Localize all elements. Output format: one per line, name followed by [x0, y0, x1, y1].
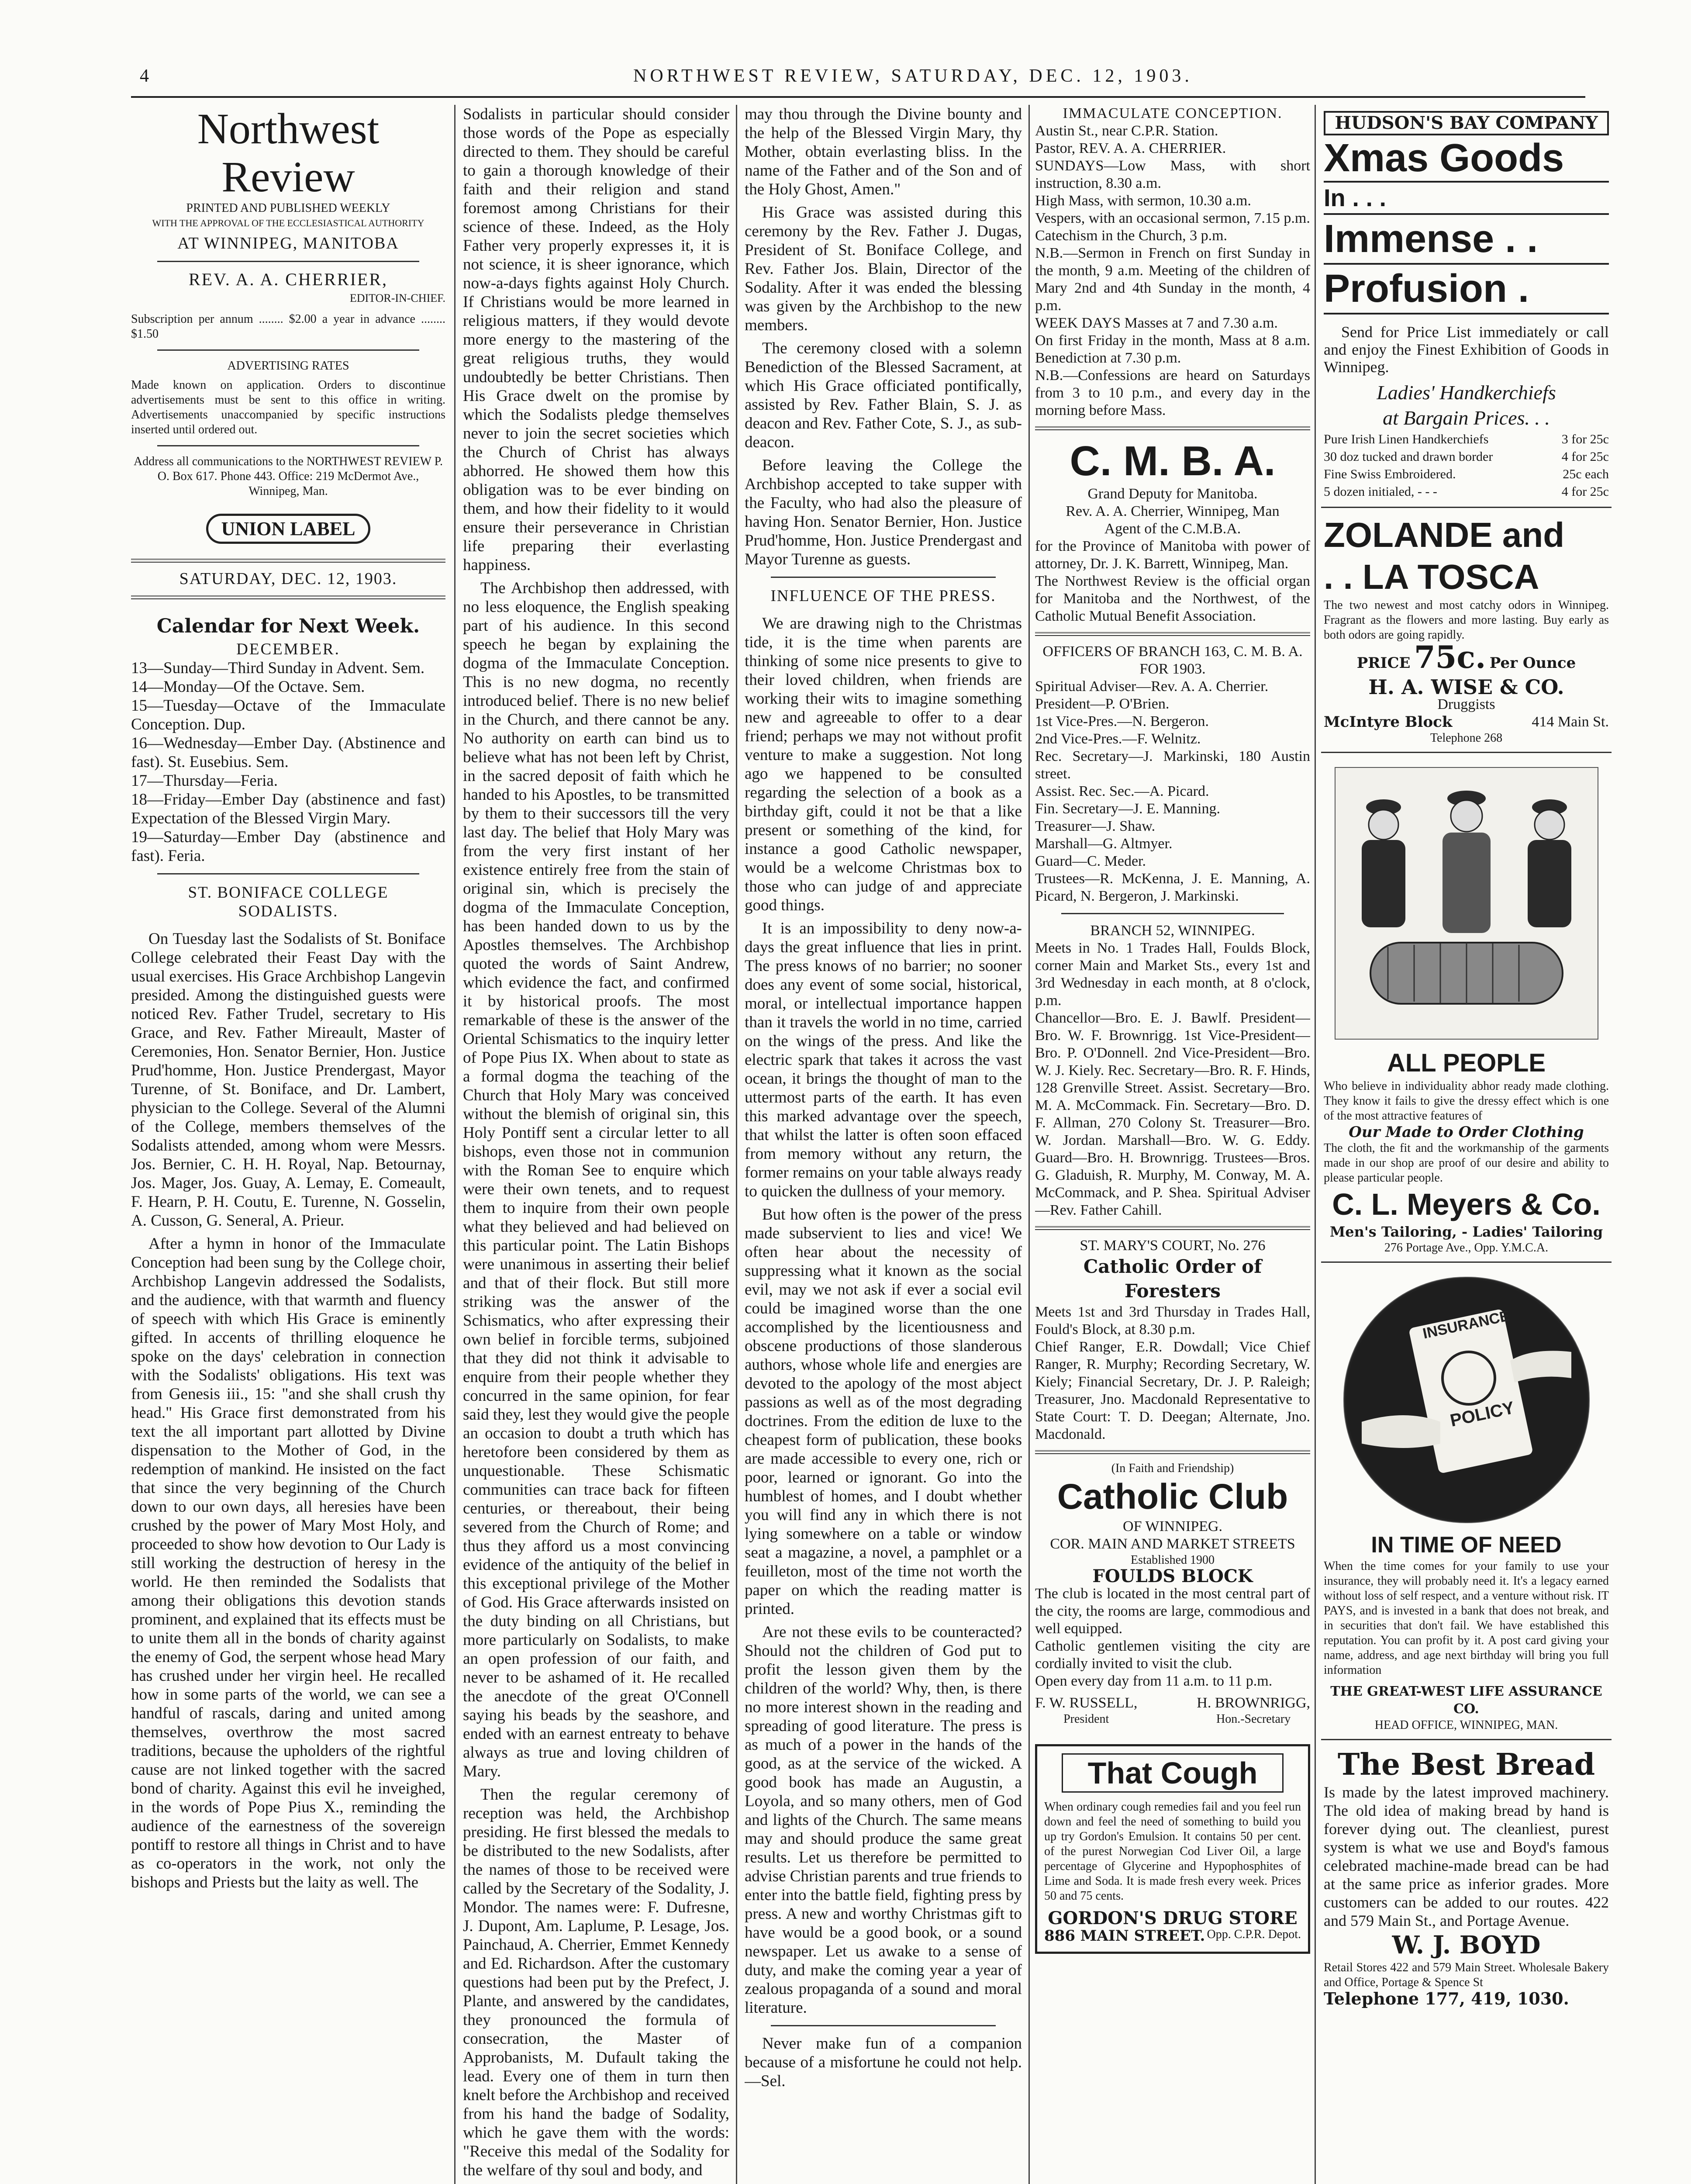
immense-text: Immense . . [1324, 213, 1609, 263]
profusion-text: Profusion . [1324, 263, 1609, 314]
cough-address: 886 MAIN STREET. [1044, 1927, 1205, 1945]
officer-line: 1st Vice-Pres.—N. Bergeron. [1035, 713, 1209, 729]
article-paragraph: The Archbishop then addressed, with no less eloquence, the English speaking part of his audience. In this second speech he began by explaining the dogma of the Immaculate Conception. This is no new dogma, no recently introduced belief. There is no new belief in the Church, and there cannot be any. No authority on earth can bind us to believe what has not been left by Christ, in the sacred deposit of faith which he handed to his Apostles, to be transmitted by them to their successors till the very last day. The belief that Holy Mary was from the very first instant of her existence entirely free from the stain of original sin, which is precisely the dogma of the Immaculate Conception, has been handed down to us by the Apostles themselves. The Archbishop quoted the words of Saint Andrew, which evidence the fact, and confirmed it by historical proofs. The most remarkable of these is the answer of the Oriental Schismatics to the inquiry letter of Pope Pius IX. When about to state as a formal dogma the teaching of the Church that Holy Mary was conceived without the blemish of original sin, this Holy Pontiff sent a circular letter to all bishops, even those not in communion with the Roman See to enquire which were their own tenets, and to request them to inquire from their own people what they believed and had believed on this particular point. The Latin Bishops were unanimous in asserting their belief and that of their flock. But still more striking was the answer of the Schismatics, who after expressing their own belief in forcible terms, subjoined that they did not think it advisable to enquire from their people whether they concurred in the same opinion, for fear said they, lest they would give the people an occasion to doubt a truth which has heretofore been considered by them as unquestionable. These Schismatic communities can trace back for fifteen centuries, or thereabout, their being severed from the Church of Rome; and thus they afford us a most convincing evidence of the antiquity of the belief in this exceptional privilege of the Mother of God. His Grace afterwards insisted on the duty binding on all Christians, but more particularly on Sodalists, to make an open profession of our faith, and never to be ashamed of it. He recalled the anecdote of the great O'Connell saying his beads by the seashore, and ended with an earnest entreaty to behave always as true and loving children of Mary. [463, 579, 729, 1780]
ic-line: Austin St., near C.P.R. Station. [1035, 123, 1218, 139]
men-figures-icon [1336, 768, 1598, 1039]
page-header [131, 66, 1585, 98]
send-text: Send for Price List immediately or call and enjoy the Finest Exhibition of Goods in Winnipeg. [1324, 323, 1609, 376]
article-paragraph: After a hymn in honor of the Immaculate Conception had been sung by the College choir, Archbishop Langevin addressed the Sodalists, and the audience, with that warmth and fluency of speech with which His Grace is eminently gifted. In accents of thrilling eloquence he spoke on the days' celebration in connection with the Sodalists' obligations. His text was from Genesis iii., 15: "and she shall crush thy head." His Grace first demonstrated from his text the all important part allotted by Divine dispensation to the Mother of God, in the redemption of mankind. He insisted on the fact that since the very beginning of the Church down to our own days, all heresies have been crushed by the power of Mary Most Holy, and proceeded to show how devotion to Our Lady is still working the destruction of heresy in the world. He then reminded the Sodalists that among their obligations this devotion stands prominent, and explained that its effects must be to unite them all in the bonds of charity against the enemy of God, the serpent whose head Mary has crushed under her virgin heel. He recalled how in some parts of the world, we can see a handful of rascals, daring and united among themselves, overthrow the most sacred traditions, because the upholders of the rightful cause are not linked together with the sacred bond of charity. Against this evil he inveighed, in the words of Pope Pius X., reminding the audience of the earnestness of the sovereign pontiff to restore all things in Christ and to have as co-operators in the work, not only the bishops and Priests but the laity as well. The [131, 1235, 445, 1891]
boyd-phone: Telephone 177, 419, 1030. [1324, 1989, 1569, 2008]
press-paragraph: We are drawing nigh to the Christmas tide, it is the time when parents are thinking of some nice presents to give to their loved children, when friends are working their wits to imagine something new and agreeable to offer to a dear friend; perhaps we may not without profit venture to make a suggestion. Not long ago we happened to be consulted regarding the selection of a book as a birthday gift, could it not be that a like present or something of the kind, for instance a good Catholic newspaper, would be a welcome Christmas box to those who can judge of and appreciate good things. [745, 615, 1022, 914]
ic-line: N.B.—Confessions are heard on Saturdays from 3 to 10 p.m., and every day in the morning before Mass. [1035, 367, 1310, 418]
cough-heading: That Cough [1062, 1753, 1284, 1793]
price-value: 75c. [1414, 639, 1486, 675]
hbc-ad [1321, 105, 1612, 508]
ladies-line: Ladies' Handkerchiefs [1377, 381, 1556, 404]
calendar-item: 16—Wednesday—Ember Day. (Abstinence and fast). St. Eusebius. Sem. [131, 734, 445, 771]
cmba-heading: C. M. B. A. [1070, 438, 1276, 484]
ic-line: Vespers, with an occasional sermon, 7.15 p.m. [1035, 210, 1310, 226]
made-order-text: The cloth, the fit and the workmanship of the garments made in our shop are proof of our desire and ability to please particular people. [1324, 1141, 1609, 1185]
article-paragraph: Sodalists in particular should consider those words of the Pope as especially directed to them. They should be careful to gain a thorough knowledge of their faith and their religion and stand foremost among Christians for their science of these. Indeed, as the Holy Father very properly expresses it, it is not science, it is sheer ignorance, which now-a-days fights against Holy Church. If Christians would be more learned in religious matters, if they would devote more energy to the mastering of the great religious truths, they would undoubtedly be better Christians. Then His Grace dwelt on the promise by which the Sodalists pledge themselves never to join the secret societies which the Church of Christ has always abhorred. He showed them how this obligation was to be ever binding on them, and how their fidelity to it would ensure their perseverance in Christian life preparing their everlasting happiness. [463, 105, 729, 574]
cmba-line: Agent of the C.M.B.A. [1104, 521, 1241, 537]
approval-line: WITH THE APPROVAL OF THE ECCLESIASTICAL AUTHORITY [152, 218, 424, 228]
officer-line: President—P. O'Brien. [1035, 696, 1170, 712]
closing-note: Never make fun of a companion because of a misfortune he could not help.—Sel. [745, 2035, 1022, 2090]
ic-line: On first Friday in the month, Mass at 8 a.m. Benediction at 7.30 p.m. [1035, 332, 1310, 366]
club-text: Catholic gentlemen visiting the city are cordially invited to visit the club. [1035, 1638, 1310, 1672]
club-text: Open every day from 11 a.m. to 11 p.m. [1035, 1673, 1273, 1689]
advertising-text: Made known on application. Orders to discontinue advertisements must be sent to this office in writing. Advertisements unaccompanied by specific instructions inserted until ordered out. [131, 378, 445, 436]
insurance-ad [1321, 1263, 1612, 1740]
club-motto: (In Faith and Friendship) [1111, 1462, 1234, 1475]
press-paragraph: But how often is the power of the press made subservient to lies and vice! We often hear about the necessity of suppressing what it known as the social evil, may we not ask if ever a social evil could be imagined worse than the one accomplished by the licentiousness and obscene productions of those slanderous authors, whose whole life and energies are devoted to the apology of the most abject passions as well as of the most degrading doctrines. From the edition de luxe to the cheapest form of publication, these books are made accessible to every one, rich or poor, learned or ignorant. Go into the humblest of homes, and I doubt whether you will find any in which there is not lying somewhere on a table or window seat a magazine, a novel, a pamphlet or a feuilleton, most of the time not worth the paper on which the reading matter is printed. [745, 1206, 1022, 1618]
officer-line: Assist. Rec. Sec.—A. Picard. [1035, 783, 1209, 799]
need-heading: IN TIME OF NEED [1371, 1532, 1562, 1558]
wise-block: McIntyre Block [1324, 713, 1453, 731]
cmba-line: Rev. A. A. Cherrier, Winnipeg, Man [1066, 503, 1280, 519]
club-sig-title: Hon.-Secretary [1216, 1712, 1291, 1726]
officer-line: Marshall—G. Altmyer. [1035, 836, 1173, 852]
club-corner: COR. MAIN AND MARKET STREETS [1050, 1536, 1295, 1552]
press-paragraph: Are not these evils to be counteracted? Should not the children of God put to profit the lesson given them by the children of the world? Why, then, is there no more interest shown in the reading and spreading of good literature. The press is as much of a power in the hands of the good, as at the service of the wicked. A good book has made an Augustin, a Loyola, and so many others, men of God and lights of the Church. The same means may and should produce the same great results. Let us therefore be permitted to advise Christian parents and true friends to enter into the battle field, fighting press by press. A new and worthy Christmas gift to have would be a good book, or a sound newspaper. Let us awake to a sense of duty, and make the coming year a year of zealous propaganda of a sound and moral literature. [745, 1623, 1022, 2017]
club-block: FOULDS BLOCK [1092, 1566, 1253, 1586]
ic-line: SUNDAYS—Low Mass, with short instruction, 8.30 a.m. [1035, 158, 1310, 191]
all-people-heading: ALL PEOPLE [1387, 1049, 1546, 1077]
article-paragraph: may thou through the Divine bounty and the help of the Blessed Virgin Mary, thy Mother, obtain everlasting bliss. In the name of the Father and of the Son and of the Holy Ghost, Amen." [745, 105, 1022, 198]
cmba-line: for the Province of Manitoba with power of attorney, Dr. J. K. Barrett, Winnipeg, Man. [1035, 538, 1310, 572]
column-rule [1315, 105, 1316, 2184]
cmba-line: The Northwest Review is the official organ for Manitoba and the Northwest, of the Catholic Mutual Benefit Association. [1035, 573, 1310, 624]
officer-line: Rec. Secretary—J. Markinski, 180 Austin street. [1035, 748, 1310, 782]
handkerchief-row: 5 dozen initialed, - - - 4 for 25c [1324, 484, 1609, 499]
calendar-heading: Calendar for Next Week. [156, 615, 420, 637]
paper-name: Northwest Review [197, 105, 380, 201]
article-heading: ST. BONIFACE COLLEGE SODALISTS. [188, 884, 389, 920]
editor-name: REV. A. A. CHERRIER, [189, 270, 388, 289]
stmary-text: Chief Ranger, E.R. Dowdall; Vice Chief Ranger, R. Murphy; Recording Secretary, W. Kiely; Financial Secretary, Dr. J. P. Raleigh; Treasurer, Jno. Macdonald Representative to State Court: T. D. Deegan; Alternate, Jno. Macdonald. [1035, 1339, 1310, 1442]
press-heading: INFLUENCE OF THE PRESS. [770, 587, 996, 605]
wise-address: 414 Main St. [1532, 714, 1609, 730]
club-sig: H. BROWNRIGG, [1197, 1695, 1310, 1711]
calendar-item: 18—Friday—Ember Day (abstinence and fast) Expectation of the Blessed Virgin Mary. [131, 791, 445, 827]
article-paragraph: Then the regular ceremony of reception was held, the Archbishop presiding. He first blessed the medals to be distributed to the new Sodalists, after the names of those to be received were called by the Secretary of the Sodality, J. Mondor. The names were: F. Dufresne, J. Dupont, Am. Laplume, P. Lesage, Jos. Painchaud, A. Cherrier, Emmet Kennedy and Ed. Richardson. After the customary questions had been put by the Prefect, J. Plante, and answered by the candidates, they pronounced the formula of consecration, the Master of Approbanists, M. Dufault taking the lead. Every one of them in turn then knelt before the Archbishop and received from his hand the badge of Sodality, which he gave them with the words: "Receive this medal of the Sodality for the welfare of thy soul and body, and [463, 1786, 729, 2179]
price-line: PRICE 75c. Per Ounce [1356, 639, 1576, 675]
officer-line: Spiritual Adviser—Rev. A. A. Cherrier. [1035, 678, 1269, 695]
club-text: The club is located in the most central part of the city, the rooms are large, commodious and well equipped. [1035, 1586, 1310, 1637]
boyd-name: W. J. BOYD [1392, 1931, 1541, 1959]
bread-ad [1321, 1740, 1612, 2014]
cough-opp: Opp. C.P.R. Depot. [1207, 1928, 1301, 1941]
club-city: OF WINNIPEG. [1123, 1518, 1222, 1534]
calendar-item: 15—Tuesday—Octave of the Immaculate Conception. Dup. [131, 697, 445, 733]
meyers-name: C. L. Meyers & Co. [1332, 1187, 1601, 1221]
ic-line: WEEK DAYS Masses at 7 and 7.30 a.m. [1035, 315, 1278, 331]
article-paragraph: The ceremony closed with a solemn Benediction of the Blessed Sacrament, at which His Grace officiated pontifically, assisted by Rev. Father Blain, S. J. as deacon and Rev. Father Cote, S. J., as sub-deacon. [745, 339, 1022, 451]
union-label-logo [131, 514, 445, 544]
ic-line: N.B.—Sermon in French on first Sunday in the month, 9 a.m. Meeting of the children of Mary 2nd and 4th Sunday in the month, 4 p.m. [1035, 245, 1310, 314]
cough-store: GORDON'S DRUG STORE [1048, 1908, 1298, 1928]
club-signatures [1035, 1694, 1310, 1727]
address-block: Address all communications to the NORTHWEST REVIEW P. O. Box 617. Phone 443. Office: 219 McDermot Ave., Winnipeg, Man. [133, 455, 443, 498]
stmary-heading: ST. MARY'S COURT, No. 276 [1080, 1237, 1266, 1254]
club-est: Established 1900 [1130, 1553, 1215, 1567]
calendar-item: 17—Thursday—Feria. [131, 772, 278, 790]
cof-heading: Catholic Order of Foresters [1083, 1256, 1262, 1302]
meyers-address: 276 Portage Ave., Opp. Y.M.C.A. [1384, 1241, 1549, 1254]
calendar-item: 13—Sunday—Third Sunday in Advent. Sem. [131, 659, 425, 677]
article-paragraph: His Grace was assisted during this ceremony by the Rev. Father J. Dugas, President of St. Boniface College, and Rev. Father Jos. Blain, Director of the Sodality. After it was ended the blessing was given by the Archbishop to the new members. [745, 204, 1022, 334]
column-rule [1028, 105, 1030, 2184]
perfume-ad [1321, 508, 1612, 753]
great-west-office: HEAD OFFICE, WINNIPEG, MAN. [1374, 1718, 1558, 1732]
cough-ad [1035, 1744, 1310, 1954]
made-order-heading: Our Made to Order Clothing [1349, 1123, 1584, 1141]
wise-sub: Druggists [1437, 696, 1495, 712]
ic-heading: IMMACULATE CONCEPTION. [1063, 105, 1283, 121]
officers-heading: OFFICERS OF BRANCH 163, C. M. B. A. FOR 1903. [1042, 643, 1303, 677]
great-west-name: THE GREAT-WEST LIFE ASSURANCE CO. [1330, 1684, 1602, 1717]
printed-line: PRINTED AND PUBLISHED WEEKLY [186, 201, 390, 215]
zolande-text: ZOLANDE and [1324, 515, 1565, 554]
calendar-list [131, 659, 445, 865]
men-illustration [1335, 767, 1598, 1040]
union-label-text: UNION LABEL [206, 514, 371, 544]
hbc-logo: HUDSON'S BAY COMPANY [1324, 111, 1609, 135]
wise-name: H. A. WISE & CO. [1368, 675, 1564, 699]
handkerchief-row: Fine Swiss Embroidered. 25c each [1324, 467, 1609, 481]
xmas-goods: Xmas Goods [1324, 135, 1609, 183]
insurance-word: INSURANCE [1421, 1307, 1511, 1342]
cough-text: When ordinary cough remedies fail and you feel run down and feel the need of something to build you up try Gordon's Emulsion. It contains 50 per cent. of the purest Norwegian Cod Liver Oil, a large percentage of Glycerine and Hypophosphites of Lime and Soda. It is made fresh every week. Prices 50 and 75 cents. [1044, 1800, 1301, 1903]
branch52-text: Chancellor—Bro. E. J. Bawlf. President—Bro. W. F. Brownrigg. 1st Vice-President—Bro. P. O'Donnell. 2nd Vice-President—Bro. W. J. Kiely. Rec. Secretary—Bro. R. F. Hinds, 128 Grenville Street. Assist. Secretary—Bro. M. A. McCommack. Fin. Secretary—Bro. D. F. Allman, 270 Colony St. Treasurer—Bro. W. Jordan. Marshall—Bro. W. G. Eddy. Guard—Bro. H. Brownrigg. Trustees—Bros. G. Gladuish, R. Murphy, M. Conway, M. A. McCommack, and P. Shea. Spiritual Adviser—Rev. Father Cahill. [1035, 1010, 1310, 1218]
column-advertisements [1321, 105, 1612, 2184]
ic-line: Pastor, REV. A. A. CHERRIER. [1035, 140, 1226, 156]
handkerchief-list [1324, 431, 1609, 501]
calendar-item: 19—Saturday—Ember Day (abstinence and fast). Feria. [131, 828, 445, 865]
club-name: Catholic Club [1057, 1477, 1288, 1517]
calendar-month: DECEMBER. [236, 640, 340, 658]
insurance-illustration [1343, 1277, 1590, 1523]
in-text: In . . . [1324, 184, 1387, 211]
advertising-heading: ADVERTISING RATES [227, 359, 349, 373]
officer-line: Treasurer—J. Shaw. [1035, 818, 1156, 834]
need-text: When the time comes for your family to use your insurance, they will probably need it. It's a legacy earned without loss of self respect, and a venture without risk. IT PAYS, and is invested in a bank that does not break, and in securities that don't fail. We have established this reputation. You can profit by it. A post card giving your name, address, and age next birthday will bring you full information [1324, 1559, 1609, 1677]
place-line: AT WINNIPEG, MANITOBA [177, 234, 399, 252]
policy-word: POLICY [1448, 1398, 1516, 1431]
column-article-continued [463, 105, 729, 2184]
column-press [745, 105, 1022, 2184]
odors-text: The two newest and most catchy odors in Winnipeg. Fragrant as the flowers and more lasting. Buy early as both odors are going rapidly. [1324, 598, 1609, 642]
clothing-ad [1321, 753, 1612, 1263]
article-paragraph: Before leaving the College the Archbishop accepted to take supper with the Faculty, who had also the pleasure of having Hon. Senator Bernier, Hon. Justice Prud'homme, Hon. Justice Prendergast and Mayor Turenne as guests. [745, 456, 1022, 568]
insurance-policy-icon [1344, 1278, 1589, 1522]
branch52-text: Meets in No. 1 Trades Hall, Foulds Block, corner Main and Market Sts., every 1st and 3rd Wednesday in each month, at 8 o'clock, p.m. [1035, 940, 1310, 1009]
issue-date: SATURDAY, DEC. 12, 1903. [179, 570, 397, 588]
page-number: 4 [140, 66, 149, 86]
bread-heading: The Best Bread [1337, 1747, 1595, 1782]
boyd-stores: Retail Stores 422 and 579 Main Street. Wholesale Bakery and Office, Portage & Spence St [1324, 1961, 1609, 1989]
handkerchief-row: 30 doz tucked and drawn border 4 for 25c [1324, 449, 1609, 464]
officer-line: Guard—C. Meder. [1035, 853, 1146, 869]
column-masthead [131, 105, 445, 2184]
editor-title: EDITOR-IN-CHIEF. [349, 292, 445, 304]
subscription-line: Subscription per annum ........ $2.00 a year in advance ........ $1.50 [131, 312, 445, 341]
officer-line: Trustees—R. McKenna, J. E. Manning, A. Picard, N. Bergeron, J. Markinski. [1035, 871, 1310, 904]
officer-line: Fin. Secretary—J. E. Manning. [1035, 801, 1220, 817]
club-sig-title: President [1063, 1712, 1109, 1726]
club-sig: F. W. RUSSELL, [1035, 1695, 1138, 1711]
column-rule [454, 105, 456, 2184]
article-paragraph: On Tuesday last the Sodalists of St. Boniface College celebrated their Feast Day with the usual exercises. His Grace Archbishop Langevin presided. Among the distinguished guests were noticed Rev. Father Trudel, secretary to His Grace, and Rev. Father Mireault, Master of Ceremonies, Hon. Senator Bernier, Hon. Justice Prud'homme, Hon. Justice Prendergast, Mayor Turenne, of St. Boniface, and Dr. Lambert, physician to the College. Several of the Alumni of the College, members themselves of the Sodalists attended, among whom were Messrs. Jos. Bernier, C. H. H. Royal, Nap. Betournay, Jos. Mager, Jos. Guay, A. Lemay, E. Comeault, F. Hearn, P. H. Coutu, E. Turenne, N. Gosselin, A. Cusson, G. Seneral, A. Prieur. [131, 930, 445, 1230]
cmba-line: Grand Deputy for Manitoba. [1087, 486, 1258, 502]
ic-line: Catechism in the Church, 3 p.m. [1035, 228, 1228, 244]
officer-line: 2nd Vice-Pres.—F. Welnitz. [1035, 731, 1201, 747]
column-notices [1035, 105, 1310, 2184]
branch52-heading: BRANCH 52, WINNIPEG. [1090, 923, 1255, 939]
calendar-item: 14—Monday—Of the Octave. Sem. [131, 678, 365, 696]
bread-text: Is made by the latest improved machinery. The old idea of making bread by hand is forever dying out. The cleanliest, purest system is what we use and Boyd's famous celebrated machine-made bread can be had at the same price as inferior grades. More customers can be added to our routes. 422 and 579 Main St., and Portage Avenue. [1324, 1783, 1609, 1929]
press-paragraph: It is an impossibility to deny now-a-days the great influence that lies in print. The press knows of no barrier; no sooner does any event of some social, historical, moral, or intellectual importance happen than it travels the world in no time, carried on the wings of the press. And like the electric spark that takes it across the vast ocean, it brings the thought of man to the uttermost parts of the earth. It has even this marked advantage over the speech, that whilst the latter is often soon effaced from memory without any return, the former remains on your table always ready to quicken the dullness of your memory. [745, 919, 1022, 1200]
all-people-text: Who believe in individuality abhor ready made clothing. They know it fails to give the dressy effect which is one of the most attractive features of [1324, 1079, 1609, 1123]
handkerchief-row: Pure Irish Linen Handkerchiefs 3 for 25c [1324, 432, 1609, 446]
latosca-text: . . LA TOSCA [1324, 557, 1539, 596]
meyers-sub: Men's Tailoring, - Ladies' Tailoring [1329, 1223, 1603, 1240]
ic-line: High Mass, with sermon, 10.30 a.m. [1035, 193, 1251, 209]
stmary-text: Meets 1st and 3rd Thursday in Trades Hall, Fould's Block, at 8.30 p.m. [1035, 1304, 1310, 1337]
column-rule [736, 105, 737, 2184]
ladies-line: at Bargain Prices. . . [1383, 407, 1550, 429]
wise-phone: Telephone 268 [1430, 731, 1503, 745]
masthead-title: NORTHWEST REVIEW, SATURDAY, DEC. 12, 1903. [633, 66, 1193, 86]
